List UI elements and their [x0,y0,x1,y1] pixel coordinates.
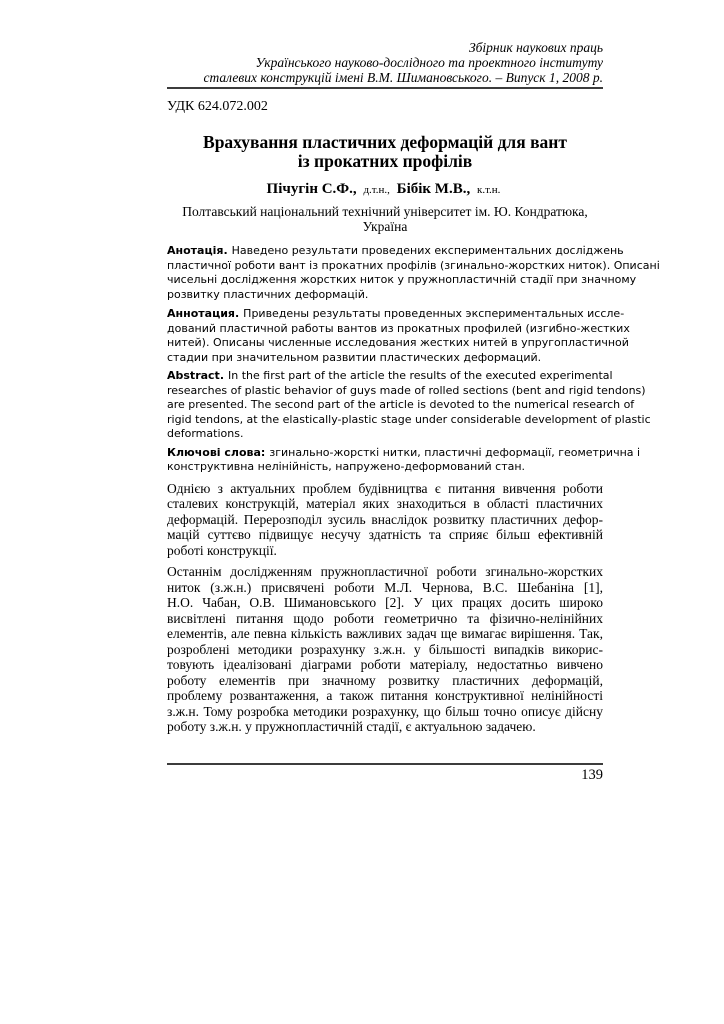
text-line: Україна [362,219,408,234]
text-line: елементів, але певна кількість важливих задач ще вимагає вирішення. Так, [167,626,603,641]
text-line: Збірник наукових праць [468,40,603,55]
text-line: роботі конструкції. [167,542,277,558]
text-line: мацій суттєво підвищує несучу здатність та сприяє більш ефективній [167,527,603,542]
text-line: Н.О. Чабан, О.В. Шимановського [2]. У цих працях досить широко [167,595,603,610]
author-degree: к.т.н. [476,184,501,196]
text-line: висвітлені питання щодо роботи геометрично та фізично-нелінійних [167,610,603,626]
text-line: розроблені методики розрахунку з.ж.н. у більшості випадків викорис- [167,641,603,657]
abstract-en-lines [167,383,651,428]
text-line: проблему розвантаження, а також питання конструктивної нелінійності [167,688,603,703]
text-line: are presented. The second part of the article is devoted to the numerical research of [167,398,635,411]
page-content [167,0,660,735]
text-line: товують ідеалізовані діаграми роботи матеріалу, недостатньо вивчено [167,657,603,672]
abstract-ua [167,244,660,302]
abstract-ua-label: Анотація. [167,244,228,257]
text-line: ниток (з.ж.н.) присвячені роботи М.Л. Чернова, В.С. Шебаніна [1], [167,579,603,595]
abstract-ua-lines [167,258,660,288]
text-line: конструктивна нелінійність, напружено-деформований стан. [167,460,526,473]
text-line: дований пластичной работы вантов из прокатных профилей (изгибно-жестких [167,321,630,335]
text-line: із прокатних профілів [297,151,473,171]
footer-rule [167,763,603,784]
abstract-ru-lines [167,321,630,351]
body-paragraph-1 [167,481,603,559]
affiliation [167,204,603,234]
abstract-ru-first-line: Приведены результаты проведенных экспериментальных иссле- [243,307,625,320]
text-line: нитей). Описаны численные исследования жестких нитей в упругопластичной [167,336,629,349]
text-line: Однією з актуальних проблем будівництва є питання вивчення роботи [167,480,603,496]
text-line: стадии при значительном развитии пластических деформаций. [167,350,542,364]
text-line [167,445,641,461]
text-line: сталевих конструкцій, матеріал яких знаходиться в області пластичних [167,496,603,511]
text-line: Останнім дослідженням пружнопластичної роботи згинально-жорстких [167,564,603,579]
abstract-en [167,369,651,442]
text-line: з.ж.н. Тому розробка методики розрахунку, що більш точно описує дійсну [167,703,603,719]
abstract-ua-first-line: Наведено результати проведених експериментальних досліджень [231,244,624,257]
udc-number: УДК 624.072.002 [167,99,268,114]
body-paragraph-2 [167,564,603,735]
text-line: чисельні дослідження жорстких ниток у пружнопластичній стадії при значному [167,273,637,286]
abstract-en-first-line: In the first part of the article the results of the executed experimental [228,369,613,382]
text-line: розвитку пластичних деформацій. [167,287,369,301]
text-line: роботу елементів при значному розвитку пластичних деформацій, [167,672,603,688]
text-line: Полтавський національний технічний університет ім. Ю. Кондратюка, [182,204,588,219]
text-line [167,369,613,384]
text-line: rigid tendons, at the elastically-plastic stage under considerable development of plastic [167,412,651,426]
paper-title [167,133,603,171]
text-line [167,244,624,259]
keywords [167,445,641,475]
authors-line [167,180,603,199]
journal-header [167,0,603,89]
keywords-label: Ключові слова: [167,445,266,459]
author-name: Пічугін С.Ф., [266,181,357,197]
body-paragraph-1-lines [167,481,603,543]
text-line [167,307,625,322]
text-line: Врахування пластичних деформацій для вант [203,132,567,152]
keywords-first-line: згинально-жорсткі нитки, пластичні деформації, геометрична і [269,445,641,459]
abstract-en-label: Abstract. [167,369,224,382]
author-name: Бібік М.В., [396,181,471,197]
text-line: researches of plastic behavior of guys made of rolled sections (bent and rigid tendons) [167,383,646,397]
text-line: deformations. [167,427,244,440]
text-line: сталевих конструкцій імені В.М. Шимановського. – Випуск 1, 2008 р. [203,70,603,85]
abstract-ru-label: Аннотация. [167,307,240,320]
page-number: 139 [581,767,603,783]
body-paragraph-2-lines [167,564,603,719]
text-line: деформацій. Перерозподіл зусиль внаслідок розвитку пластичних дефор- [167,511,603,527]
text-line: Українського науково-дослідного та проектного інституту [255,55,603,70]
text-line: пластичної роботи вант із прокатних профілів (згинально-жорстких ниток). Описані [167,258,660,272]
text-line: роботу з.ж.н. у пружнопластичній стадії, є актуальною задачею. [167,719,536,734]
abstract-ru [167,307,630,365]
author-degree: д.т.н., [363,184,390,196]
